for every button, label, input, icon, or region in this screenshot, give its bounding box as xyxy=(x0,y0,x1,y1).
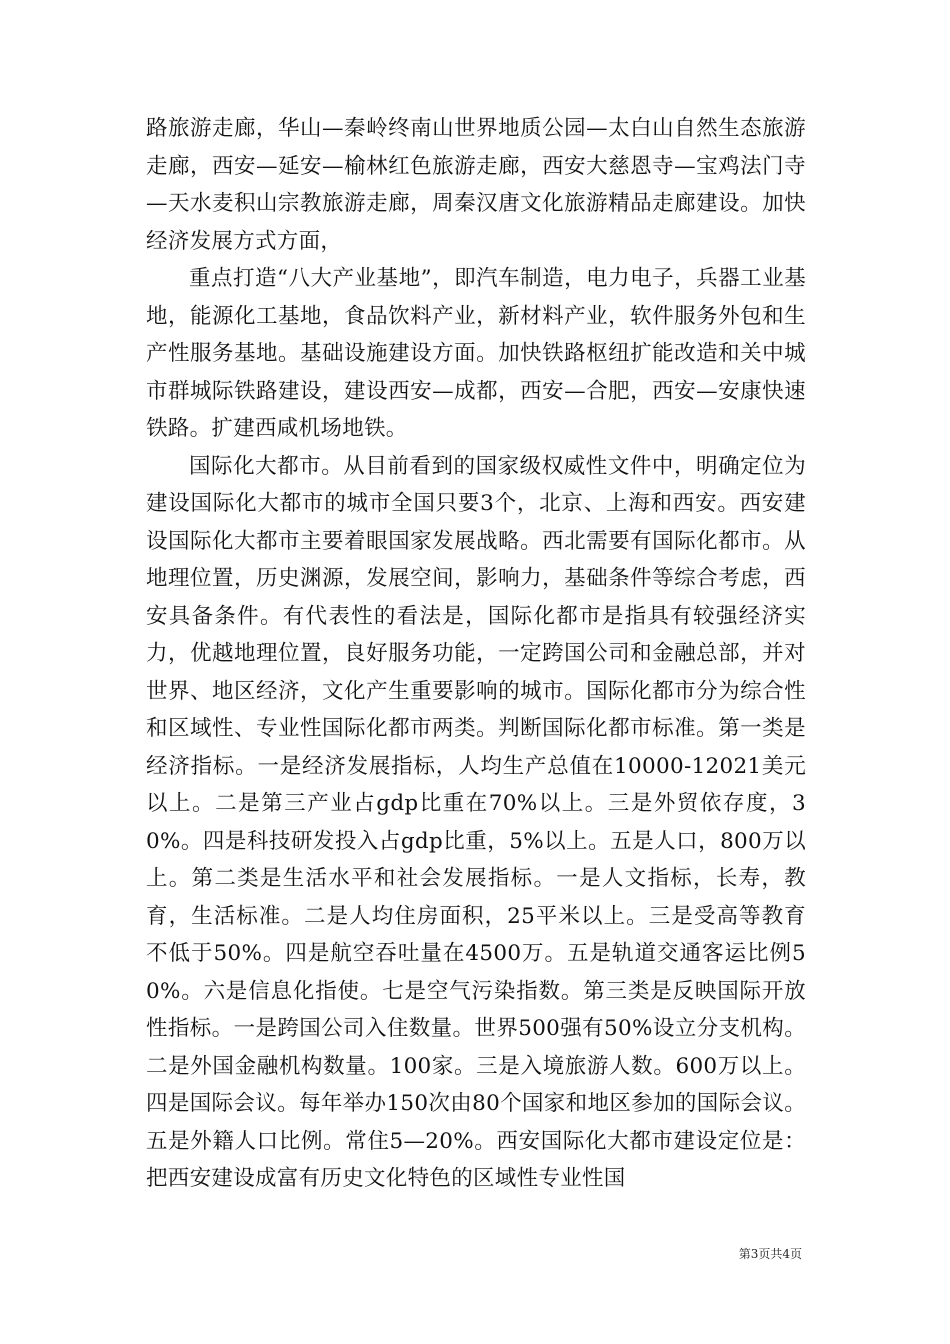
paragraph-industrial-bases: 重点打造“八大产业基地”，即汽车制造，电力电子，兵器工业基地，能源化工基地，食品饮料产业，新材料产业，软件服务外包和生产性服务基地。基础设施建设方面。加快铁路枢纽扩能改造和关中城市群城际铁路建设，建设西安—成都，西安—合肥，西安—安康快速铁路。扩建西咸机场地铁。 xyxy=(146,266,806,441)
paragraph-international-metropolis: 国际化大都市。从目前看到的国家级权威性文件中，明确定位为建设国际化大都市的城市全国只要3个，北京、上海和西安。西安建设国际化大都市主要着眼国家发展战略。西北需要有国际化都市。从地理位置，历史渊源，发展空间，影响力，基础条件等综合考虑，西安具备条件。有代表性的看法是，国际化都市是指具有较强经济实力，优越地理位置，良好服务功能，一定跨国公司和金融总部，并对世界、地区经济，文化产生重要影响的城市。国际化都市分为综合性和区域性、专业性国际化都市两类。判断国际化都市标准。第一类是经济指标。一是经济发展指标，人均生产总值在10000-12021美元以上。二是第三产业占gdp比重在70%以上。三是外贸依存度，30%。四是科技研发投入占gdp比重，5%以上。五是人口，800万以上。第二类是生活水平和社会发展指标。一是人文指标，长寿，教育，生活标准。二是人均住房面积，25平米以上。三是受高等教育不低于50%。四是航空吞吐量在4500万。五是轨道交通客运比例50%。六是信息化指使。七是空气污染指数。第三类是反映国际开放性指标。一是跨国公司入住数量。世界500强有50%设立分支机构。二是外国金融机构数量。100家。三是入境旅游人数。600万以上。四是国际会议。每年举办150次由80个国家和地区参加的国际会议。五是外籍人口比例。常住5—20%。西安国际化大都市建设定位是：把西安建设成富有历史文化特色的区域性专业性国 xyxy=(146,453,806,1191)
page-body xyxy=(146,110,806,1198)
page-number: 第3页共4页 xyxy=(738,1247,802,1261)
paragraph-tourism-corridors: 路旅游走廊，华山—秦岭终南山世界地质公园—太白山自然生态旅游走廊，西安—延安—榆林红色旅游走廊，西安大慈恩寺—宝鸡法门寺—天水麦积山宗教旅游走廊，周秦汉唐文化旅游精品走廊建设。加快经济发展方式方面， xyxy=(146,116,806,254)
